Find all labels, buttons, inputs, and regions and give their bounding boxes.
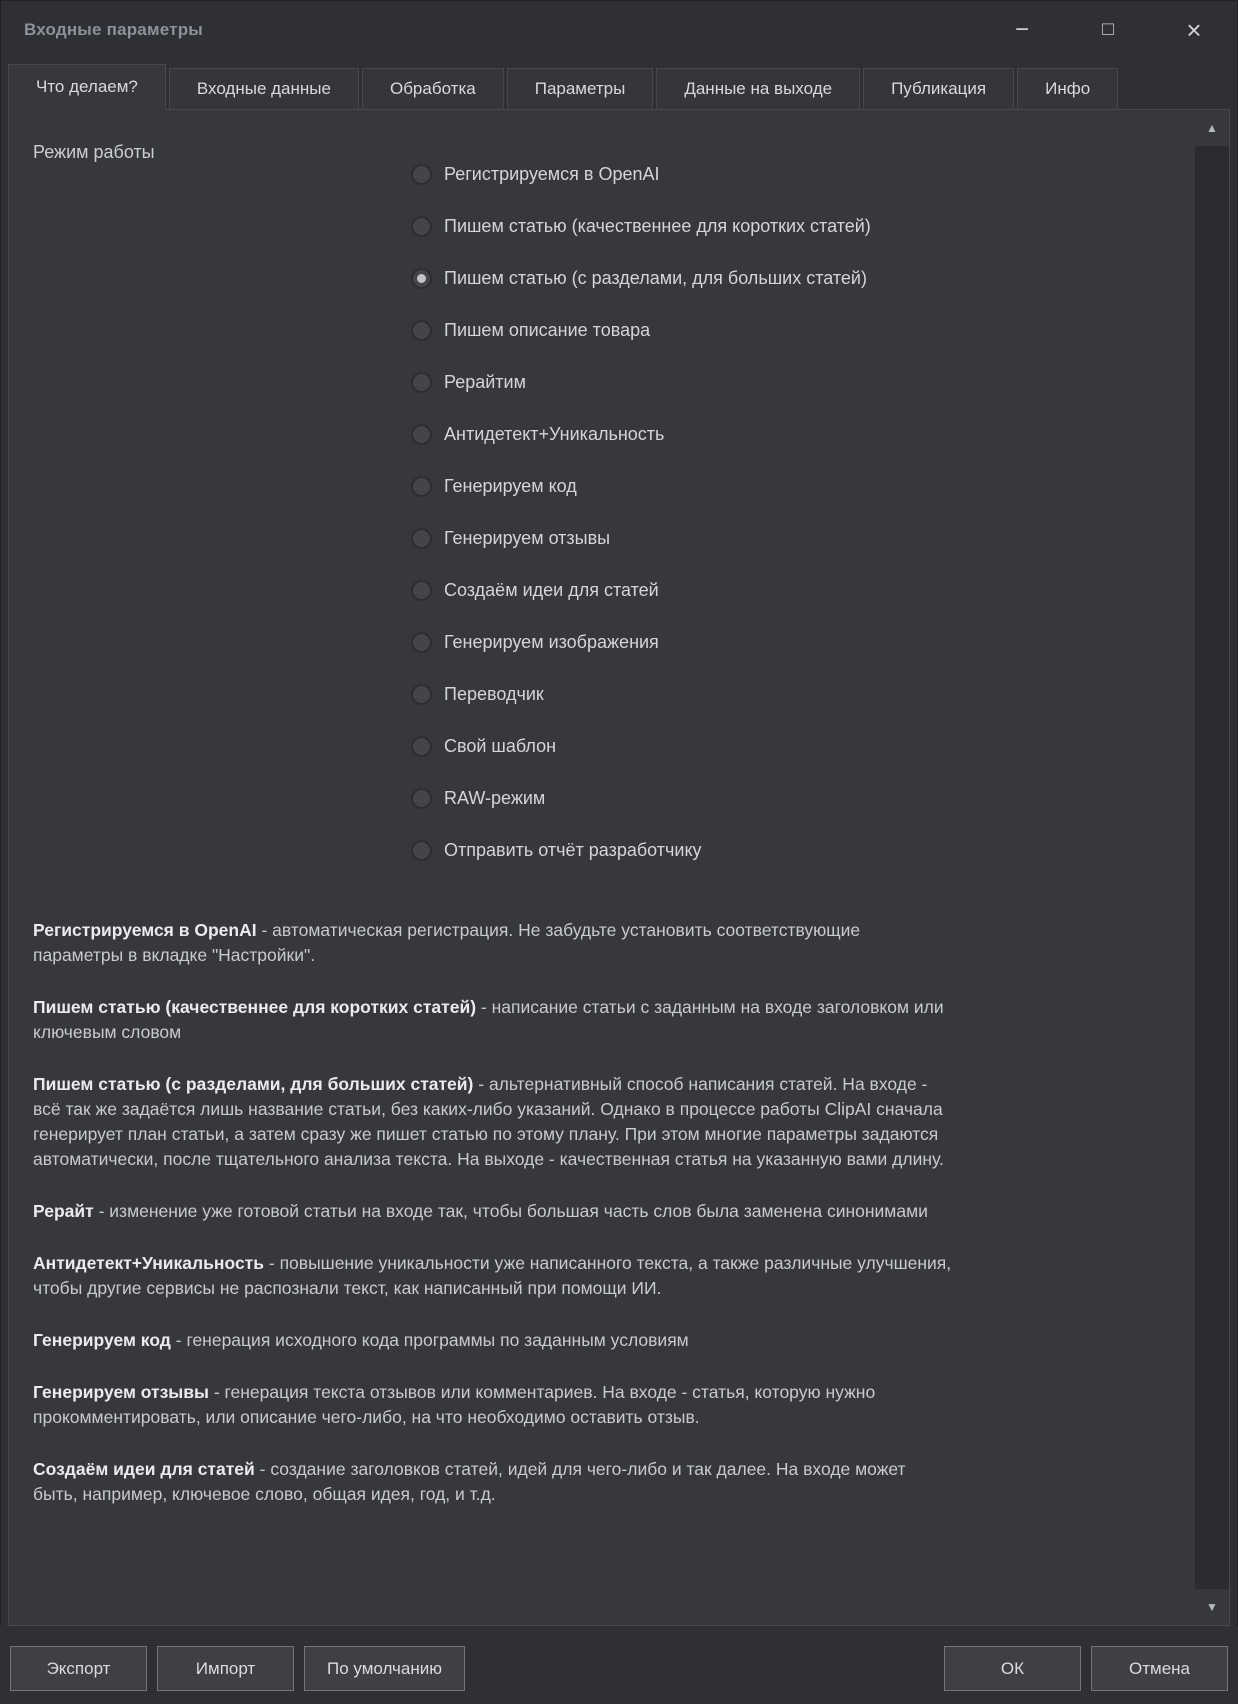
description-paragraph: Пишем статью (качественнее для коротких статей) - написание статьи с заданным на входе заголовком или ключевым словом bbox=[33, 997, 944, 1042]
radio-option[interactable] bbox=[411, 252, 871, 304]
tab[interactable]: Входные данные bbox=[169, 68, 359, 110]
radio-option[interactable] bbox=[411, 408, 871, 460]
tab[interactable]: Параметры bbox=[507, 68, 654, 110]
radio-icon bbox=[411, 424, 432, 445]
arrow-down-icon: ▼ bbox=[1206, 1600, 1218, 1614]
radio-option[interactable] bbox=[411, 824, 871, 876]
description-term: Генерируем отзывы bbox=[33, 1382, 209, 1402]
radio-option-label: Создаём идеи для статей bbox=[444, 579, 659, 600]
content-panel bbox=[8, 109, 1230, 1626]
radio-option[interactable] bbox=[411, 148, 871, 200]
description-paragraph: Генерируем код - генерация исходного кода программы по заданным условиям bbox=[33, 1330, 689, 1350]
window-title: Входные параметры bbox=[24, 20, 203, 39]
radio-icon bbox=[411, 164, 432, 185]
radio-option[interactable] bbox=[411, 616, 871, 668]
radio-icon bbox=[411, 320, 432, 341]
radio-option[interactable] bbox=[411, 356, 871, 408]
radio-option-label: Генерируем отзывы bbox=[444, 527, 611, 548]
description-term: Генерируем код bbox=[33, 1330, 171, 1350]
radio-icon bbox=[411, 840, 432, 861]
description-paragraph: Регистрируемся в OpenAI - автоматическая регистрация. Не забудьте установить соответствующие параметры в вкладке "Настройки". bbox=[33, 920, 861, 965]
minimize-icon[interactable]: − bbox=[1014, 16, 1029, 43]
description-paragraph: Рерайт - изменение уже готовой статьи на входе так, чтобы большая часть слов была заменена синонимами bbox=[33, 1201, 928, 1221]
footer-button[interactable]: ОК bbox=[944, 1646, 1081, 1691]
description-paragraph: Создаём идеи для статей - создание заголовков статей, идей для чего-либо и так далее. На входе может быть, например, ключевое слово, общая идея, год, и т.д. bbox=[33, 1459, 906, 1504]
radio-option-label: Отправить отчёт разработчику bbox=[444, 839, 702, 860]
arrow-up-icon: ▲ bbox=[1206, 121, 1218, 135]
radio-option[interactable] bbox=[411, 460, 871, 512]
radio-option-label: Пишем статью (с разделами, для больших статей) bbox=[444, 267, 867, 288]
radio-icon bbox=[411, 632, 432, 653]
radio-icon bbox=[411, 476, 432, 497]
footer-button[interactable]: Отмена bbox=[1091, 1646, 1228, 1691]
description-term: Рерайт bbox=[33, 1201, 94, 1221]
mode-label: Режим работы bbox=[33, 142, 155, 162]
footer-bar bbox=[0, 1626, 1238, 1704]
radio-option-label: Переводчик bbox=[444, 683, 544, 704]
radio-option-label: Свой шаблон bbox=[444, 735, 557, 756]
radio-option-label: Регистрируемся в OpenAI bbox=[444, 163, 660, 184]
radio-icon bbox=[411, 580, 432, 601]
description-term: Пишем статью (с разделами, для больших статей) bbox=[33, 1074, 474, 1094]
maximize-icon[interactable]: □ bbox=[1102, 19, 1114, 40]
scroll-down-button[interactable] bbox=[1195, 1589, 1229, 1625]
radio-option[interactable] bbox=[411, 720, 871, 772]
window-controls bbox=[1004, 14, 1212, 52]
tab[interactable]: Данные на выходе bbox=[656, 68, 860, 110]
description-term: Создаём идеи для статей bbox=[33, 1459, 255, 1479]
description-paragraph: Пишем статью (с разделами, для больших статей) - альтернативный способ написания статей. На входе - всё так же задаётся лишь название статьи, без каких-либо указаний. Однако в процессе работы ClipAI сначала генерирует план статьи, а затем сразу же пишет статью по этому плану. При этом многие параметры задаются автоматически, после тщательного анализа текста. На выходе - качественная статья на указанную вами длину. bbox=[33, 1074, 944, 1169]
radio-icon bbox=[411, 372, 432, 393]
descriptions-block bbox=[33, 918, 953, 1534]
radio-option[interactable] bbox=[411, 200, 871, 252]
radio-icon bbox=[411, 528, 432, 549]
radio-icon bbox=[411, 268, 432, 289]
title-bar bbox=[0, 0, 1238, 66]
radio-option[interactable] bbox=[411, 668, 871, 720]
description-term: Пишем статью (качественнее для коротких статей) bbox=[33, 997, 477, 1017]
tab[interactable]: Публикация bbox=[863, 68, 1014, 110]
radio-option[interactable] bbox=[411, 512, 871, 564]
radio-option[interactable] bbox=[411, 304, 871, 356]
radio-option-label: Генерируем код bbox=[444, 475, 577, 496]
radio-icon bbox=[411, 216, 432, 237]
radio-option-label: Пишем статью (качественнее для коротких статей) bbox=[444, 215, 871, 236]
radio-group bbox=[411, 148, 871, 876]
scroll-up-button[interactable] bbox=[1195, 110, 1229, 146]
radio-option-label: Рерайтим bbox=[444, 371, 526, 392]
tab[interactable]: Инфо bbox=[1017, 68, 1118, 110]
footer-left-buttons bbox=[10, 1646, 465, 1691]
tab-bar bbox=[8, 64, 1121, 110]
description-paragraph: Антидетект+Уникальность - повышение уникальности уже написанного текста, а также различные улучшения, чтобы другие сервисы не распознали текст, как написанный при помощи ИИ. bbox=[33, 1253, 952, 1298]
footer-button[interactable]: Экспорт bbox=[10, 1646, 147, 1691]
radio-icon bbox=[411, 684, 432, 705]
description-term: Антидетект+Уникальность bbox=[33, 1253, 265, 1273]
radio-option-label: RAW-режим bbox=[444, 787, 546, 808]
scrollbar[interactable] bbox=[1195, 110, 1229, 1625]
description-term: Регистрируемся в OpenAI bbox=[33, 920, 257, 940]
radio-option[interactable] bbox=[411, 564, 871, 616]
footer-right-buttons bbox=[944, 1646, 1228, 1691]
description-paragraph: Генерируем отзывы - генерация текста отзывов или комментариев. На входе - статья, которую нужно прокомментировать, или описание чего-либо, на что необходимо оставить отзыв. bbox=[33, 1382, 876, 1427]
tab[interactable]: Что делаем? bbox=[8, 64, 166, 111]
radio-option-label: Пишем описание товара bbox=[444, 319, 651, 340]
tab[interactable]: Обработка bbox=[362, 68, 504, 110]
radio-option-label: Антидетект+Уникальность bbox=[444, 423, 665, 444]
radio-option[interactable] bbox=[411, 772, 871, 824]
footer-button[interactable]: По умолчанию bbox=[304, 1646, 465, 1691]
radio-icon bbox=[411, 736, 432, 757]
radio-icon bbox=[411, 788, 432, 809]
close-icon[interactable]: × bbox=[1186, 14, 1202, 45]
footer-button[interactable]: Импорт bbox=[157, 1646, 294, 1691]
radio-option-label: Генерируем изображения bbox=[444, 631, 659, 652]
